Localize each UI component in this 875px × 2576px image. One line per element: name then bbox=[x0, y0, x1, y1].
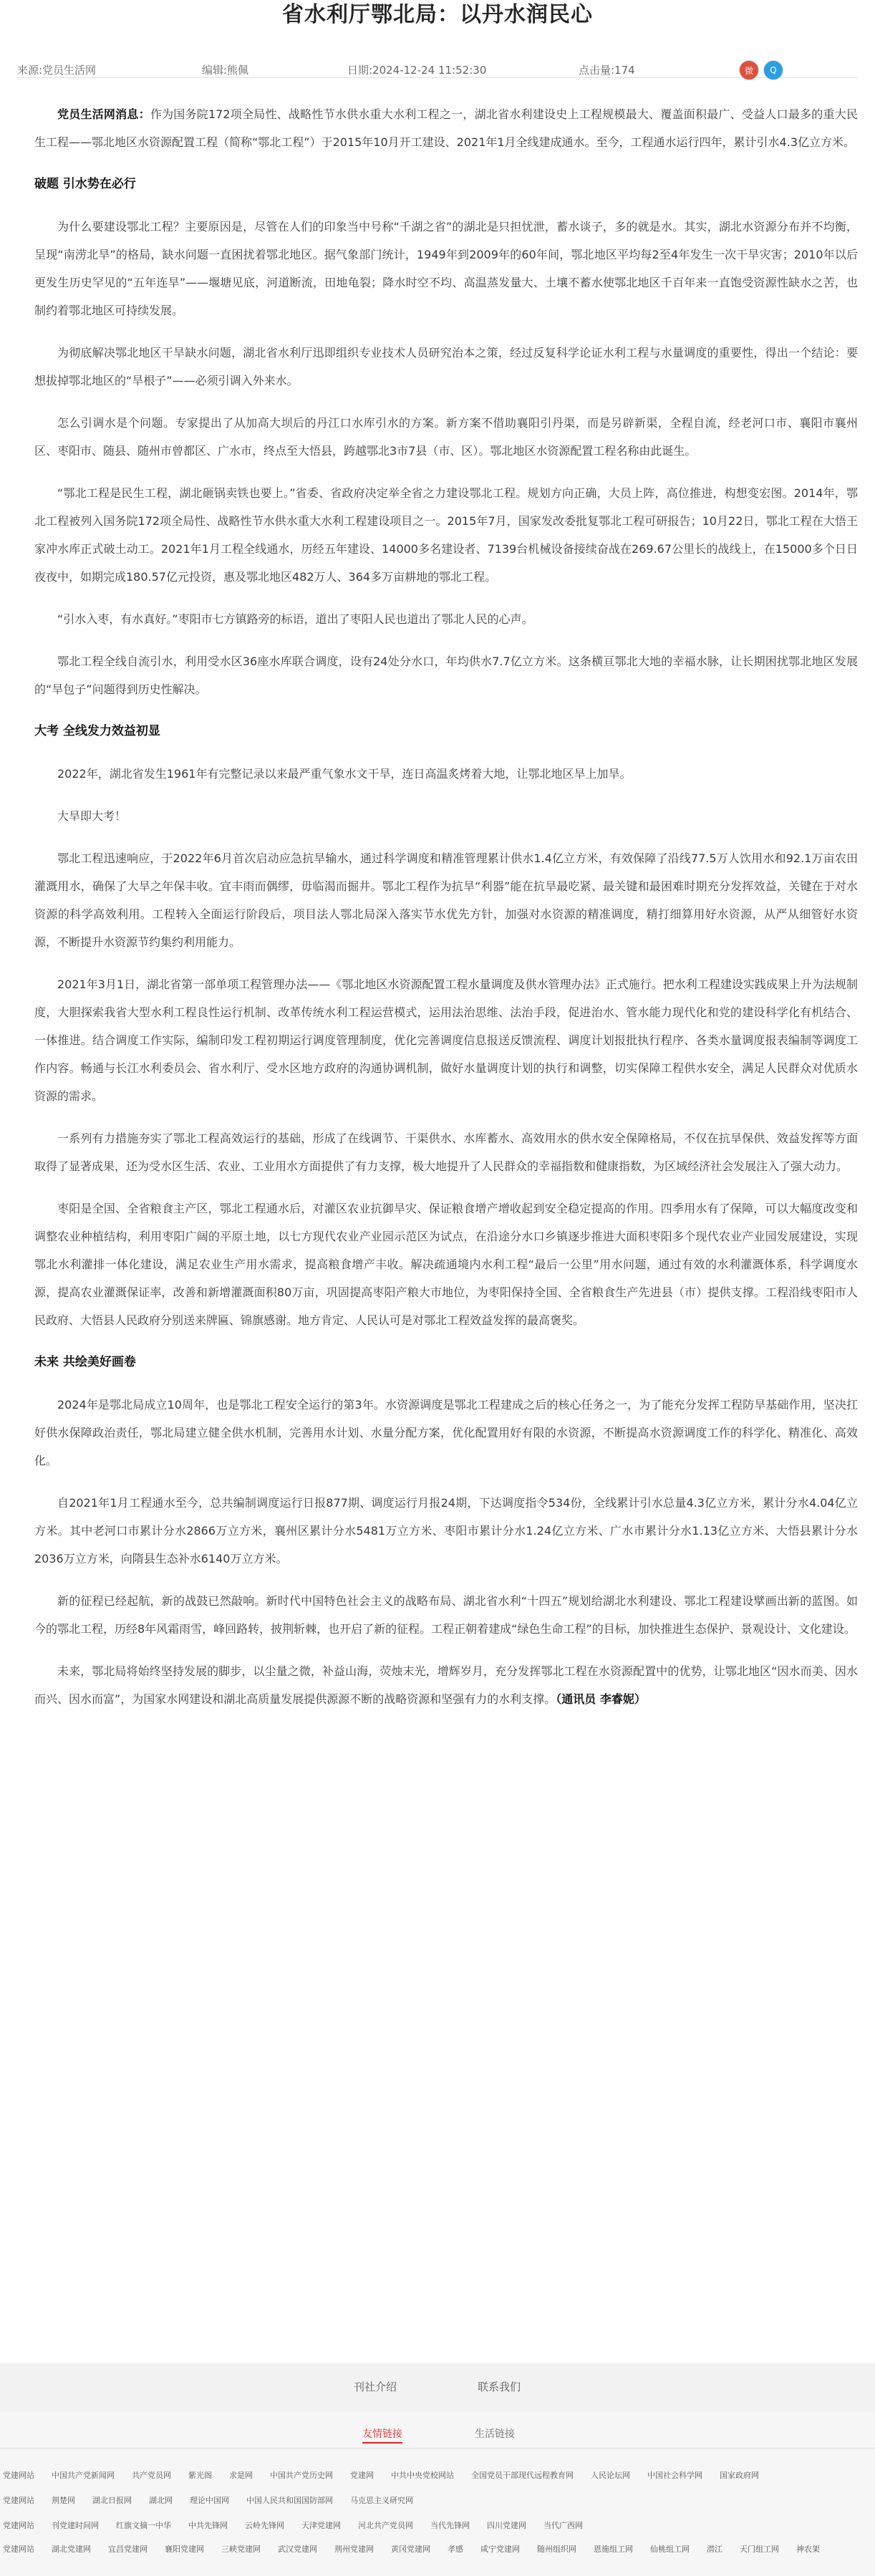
body-paragraph: 2024年是鄂北局成立10周年，也是鄂北工程安全运行的第3年。水资源调度是鄂北工程建成之后的核心任务之一，为了能充分发挥工程防旱基础作用，坚决扛好供水保障政治责任，鄂北局建立健全供水机制，完善用水计划、水量分配方案，优化配置用好有限的水资源，不断提高水资源调度工作的科学化、精准化、高效化。 bbox=[34, 1398, 858, 1467]
lead-text: 作为国务院172项全局性、战略性节水供水重大水利工程之一，湖北省水利建设史上工程规模最大、覆盖面积最广、受益人口最多的重大民生工程——鄂北地区水资源配置工程（简称“鄂北工程”）于2015年10月开工建设、2021年1月全线建成通水。至今，工程通水运行四年，累计引水4.3亿立方米。 bbox=[34, 107, 858, 149]
friend-link[interactable]: 潜江 bbox=[707, 2544, 722, 2554]
click-count: 点击量:174 bbox=[579, 64, 635, 77]
lead-label: 党员生活网消息： bbox=[57, 107, 150, 121]
contact-link[interactable]: 联系我们 bbox=[478, 2380, 521, 2393]
friend-link[interactable]: 当代先锋网 bbox=[430, 2521, 470, 2530]
friend-link[interactable]: 理论中国网 bbox=[190, 2496, 229, 2505]
friend-link[interactable]: 河北共产党员网 bbox=[358, 2521, 413, 2530]
body-paragraph: 怎么引调水是个问题。专家提出了从加高大坝后的丹江口水库引水的方案。新方案不借助襄阳引丹渠，而是另辟新渠，全程自流，经老河口市、襄阳市襄州区、枣阳市、随县、随州市曾都区、广水市，终点至大悟县，跨越鄂北3市7县（市、区）。鄂北地区水资源配置工程名称由此诞生。 bbox=[34, 416, 858, 458]
body-paragraph: 为彻底解决鄂北地区干旱缺水问题，湖北省水利厅迅即组织专业技术人员研究治本之策，经过反复科学论证水利工程与水量调度的重要性，得出一个结论：要想拔掉鄂北地区的“旱根子”——必须引调入外来水。 bbox=[34, 346, 858, 387]
link-row-label: 党建网站 bbox=[3, 2496, 34, 2505]
friend-link[interactable]: 湖北网 bbox=[149, 2496, 173, 2505]
body-paragraph: 一系列有力措施夯实了鄂北工程高效运行的基础，形成了在线调节、干渠供水、水库蓄水、高效用水的供水安全保障格局，不仅在抗旱保供、效益发挥等方面取得了显著成果，还为受水区生活、农业、工业用水方面提供了有力支撑，极大地提升了人民群众的幸福指数和健康指数，为区域经济社会发展注入了强大动力。 bbox=[34, 1132, 858, 1173]
body-paragraph: 鄂北工程全线自流引水，利用受水区36座水库联合调度，设有24处分水口，年均供水7.7亿立方米。这条横亘鄂北大地的幸福水脉，让长期困扰鄂北地区发展的“旱包子”问题得到历史性解决。 bbox=[34, 655, 858, 696]
friend-link[interactable]: 中国社会科学网 bbox=[647, 2471, 702, 2480]
friend-link[interactable]: 中国共产党历史网 bbox=[270, 2471, 333, 2480]
weibo-icon[interactable]: 微 bbox=[739, 60, 759, 80]
friend-link[interactable]: 马克思主义研究网 bbox=[350, 2496, 413, 2505]
friend-link[interactable]: 党建网 bbox=[350, 2471, 374, 2480]
link-row bbox=[0, 2519, 583, 2531]
friend-link[interactable]: 国家政府网 bbox=[720, 2471, 759, 2480]
friend-link[interactable]: 人民论坛网 bbox=[591, 2471, 630, 2480]
friend-link[interactable]: 云岭先锋网 bbox=[245, 2521, 284, 2530]
body-paragraph: 鄂北工程迅速响应，于2022年6月首次启动应急抗旱输水，通过科学调度和精准管理累计供水1.4亿立方米，有效保障了沿线77.5万人饮用水和92.1万亩农田灌溉用水，确保了大旱之年保丰收。宜丰雨而偶缪，毋临渴而掘井。鄂北工程作为抗旱“利器”能在抗旱最吃紧、最关键和最困难时期充分发挥效益，关键在于对水资源的科学高效利用。工程转入全面运行阶段后，项目法人鄂北局深入落实节水优先方针，加强对水资源的精准调度，精打细算用好水资源，从严从细管好水资源，不断提升水资源节约集约利用能力。 bbox=[34, 852, 858, 949]
link-tabs bbox=[0, 2422, 875, 2444]
section-heading: 大考 全线发力效益初显 bbox=[34, 724, 160, 738]
link-row-label: 党建网站 bbox=[3, 2471, 34, 2480]
friend-link[interactable]: 刊党建时间网 bbox=[52, 2521, 99, 2530]
closing-text: 未来，鄂北局将始终坚持发展的脚步，以尘量之微，补益山海，荧烛末光，增辉岁月，充分发挥鄂北工程在水资源配置中的优势，让鄂北地区“因水而美、因水而兴、因水而富”，为国家水网建设和湖北高质量发展提供源源不断的战略资源和坚强有力的水利支撑。 bbox=[34, 1664, 858, 1706]
friend-link[interactable]: 中国人民共和国国防部网 bbox=[246, 2496, 333, 2505]
friend-link[interactable]: 三峡党建网 bbox=[221, 2544, 261, 2554]
body-paragraph: 为什么要建设鄂北工程？主要原因是，尽管在人们的印象当中号称“千湖之省”的湖北是只担忧泄，蓄水谈子，多的就是水。其实，湖北水资源分布并不均衡，呈现“南涝北旱”的格局，缺水问题一直困扰着鄂北地区。据气象部门统计，1949年到2009年的60年间，鄂北地区平均每2至4年发生一次干旱灾害；2010年以后更发生历史罕见的“五年连旱”——堰塘见底，河道断流，田地龟裂；降水时空不均、高温蒸发量大、土壤不蓄水使鄂北地区千百年来一直饱受资源性缺水之苦，也制约着鄂北地区可持续发展。 bbox=[34, 220, 858, 317]
friend-link[interactable]: 襄阳党建网 bbox=[165, 2544, 204, 2554]
body-paragraph: “引水入枣，有水真好。”枣阳市七方镇路旁的标语，道出了枣阳人民也道出了鄂北人民的心声。 bbox=[57, 612, 533, 626]
article-title: 省水利厅鄂北局：以丹水润民心 bbox=[282, 2, 593, 27]
editor-label: 编辑:熊佩 bbox=[202, 64, 249, 77]
link-row bbox=[0, 2543, 820, 2555]
divider bbox=[0, 2448, 875, 2449]
body-paragraph: 枣阳是全国、全省粮食主产区，鄂北工程通水后，对灌区农业抗御旱灾、保证粮食增产增收起到安全稳定提高的作用。四季用水有了保障，可以大幅度改变和调整农业种植结构，利用枣阳广阔的平原土地，以七方现代农业产业园示范区为试点，在沿途分水口乡镇逐步推进大面积枣阳多个现代农业产业园发展建设，实现鄂北水利灌排一体化建设，满足农业生产用水需求，提高粮食增产丰收。解决疏通境内水利工程“最后一公里”用水问题，通过有效的水利灌溉体系，科学调度水源，提高农业灌溉保证率，改善和新增灌溉面积80万亩，巩固提高枣阳产粮大市地位，为枣阳保持全国、全省粮食生产先进县（市）提供支撑。工程沿线枣阳市人民政府、大悟县人民政府分别送来牌匾、锦旗感谢。地方肯定、人民认可是对鄂北工程效益发挥的最高褒奖。 bbox=[34, 1202, 858, 1327]
friend-link[interactable]: 黄冈党建网 bbox=[391, 2544, 430, 2554]
friend-link[interactable]: 当代广西网 bbox=[543, 2521, 583, 2530]
friend-link[interactable]: 荆楚网 bbox=[52, 2496, 75, 2505]
friend-link[interactable]: 仙桃组工网 bbox=[650, 2544, 690, 2554]
body-paragraph: 2022年，湖北省发生1961年有完整记录以来最严重气象水文干旱，连日高温炙烤着大地，让鄂北地区旱上加旱。 bbox=[57, 767, 632, 781]
friend-link[interactable]: 天门组工网 bbox=[740, 2544, 779, 2554]
link-row-label: 党建网站 bbox=[3, 2544, 34, 2554]
friend-link[interactable]: 宜昌党建网 bbox=[108, 2544, 148, 2554]
friend-link[interactable]: 四川党建网 bbox=[487, 2521, 526, 2530]
tab-life-links[interactable]: 生活链接 bbox=[475, 2428, 515, 2440]
body-paragraph: “鄂北工程是民生工程，湖北砸锅卖铁也要上。”省委、省政府决定举全省之力建设鄂北工程。规划方向正确，大员上阵，高位推进，构想变宏图。2014年，鄂北工程被列入国务院172项全局性、战略性节水供水重大水利工程建设项目之一。2015年7月，国家发改委批复鄂北工程可研报告；10月22日，鄂北工程在大悟王家冲水库正式破土动工。2021年1月工程全线通水，历经五年建设、14000多名建设者、7139台机械设备接续奋战在269.67公里长的战线上，在15000多个日日夜夜中，如期完成180.57亿元投资，惠及鄂北地区482万人、364多万亩耕地的鄂北工程。 bbox=[34, 486, 858, 584]
date-label: 日期:2024-12-24 11:52:30 bbox=[347, 64, 487, 77]
friend-link[interactable]: 中共先锋网 bbox=[188, 2521, 228, 2530]
article-body bbox=[34, 100, 858, 1713]
friend-link[interactable]: 荆州党建网 bbox=[334, 2544, 374, 2554]
article-sections bbox=[34, 156, 858, 1657]
section-heading: 未来 共绘美好画卷 bbox=[34, 1355, 136, 1369]
tab-friend-links[interactable]: 友情链接 bbox=[362, 2426, 402, 2444]
friend-link[interactable]: 全国党员干部现代远程教育网 bbox=[471, 2471, 574, 2480]
body-paragraph: 大旱即大考！ bbox=[57, 809, 127, 823]
body-paragraph: 2021年3月1日，湖北省第一部单项工程管理办法——《鄂北地区水资源配置工程水量调度及供水管理办法》正式施行。把水利工程建设实践成果上升为法规制度，大胆探索我省大型水利工程良性运行机制、改革传统水利工程运营模式，运用法治思维、法治手段，促进治水、管水能力现代化和党的建设科学化有机结合、一体推进。结合调度工作实际，编制印发工程初期运行调度管理制度，优化完善调度信息报送反馈流程、调度计划报批执行程序、各类水量调度报表编制等调度工作内容。畅通与长江水利委员会、省水利厅、受水区地方政府的沟通协调机制，做好水量调度计划的执行和调整，切实保障工程供水安全，满足人民群众对优质水资源的需求。 bbox=[34, 978, 858, 1103]
link-row-label: 党建网站 bbox=[3, 2521, 34, 2530]
friend-link[interactable]: 湖北党建网 bbox=[52, 2544, 91, 2554]
friend-link[interactable]: 武汉党建网 bbox=[278, 2544, 317, 2554]
friend-link[interactable]: 中国共产党新闻网 bbox=[52, 2471, 115, 2480]
friend-link[interactable]: 恩施组工网 bbox=[594, 2544, 633, 2554]
friend-link[interactable]: 共产党员网 bbox=[132, 2471, 171, 2480]
correspondent: （通讯员 李睿妮） bbox=[556, 1692, 646, 1706]
friend-link[interactable]: 孝感 bbox=[448, 2544, 463, 2554]
friend-link[interactable]: 湖北日报网 bbox=[92, 2496, 132, 2505]
qq-icon[interactable]: Q bbox=[763, 60, 783, 80]
link-row bbox=[0, 2494, 413, 2506]
footer-bar bbox=[0, 2363, 875, 2412]
share-buttons bbox=[739, 60, 783, 80]
about-link[interactable]: 刊社介绍 bbox=[354, 2380, 397, 2393]
friend-link[interactable]: 随州组织网 bbox=[537, 2544, 576, 2554]
friend-link[interactable]: 咸宁党建网 bbox=[480, 2544, 520, 2554]
friend-link[interactable]: 中共中央党校网站 bbox=[391, 2471, 454, 2480]
friend-link[interactable]: 神农架 bbox=[796, 2544, 820, 2554]
friend-link[interactable]: 天津党建网 bbox=[301, 2521, 341, 2530]
article-meta bbox=[17, 32, 858, 78]
body-paragraph: 新的征程已经起航，新的战鼓已然敲响。新时代中国特色社会主义的战略布局、湖北省水利“十四五”规划给湖北水利建设、鄂北工程建设擘画出新的蓝图。如今的鄂北工程，历经8年风霜雨雪，峰回路转，披荆斩棘，也开启了新的征程。工程正朝着建成“绿色生命工程”的目标，加快推进生态保护、景观设计、文化建设。 bbox=[34, 1594, 858, 1636]
source-label: 来源:党员生活网 bbox=[17, 64, 97, 77]
link-row bbox=[0, 2469, 759, 2481]
friend-links bbox=[0, 2412, 875, 2576]
lead-paragraph bbox=[34, 100, 858, 156]
friend-link[interactable]: 求是网 bbox=[229, 2471, 253, 2480]
section-heading: 破题 引水势在必行 bbox=[34, 177, 136, 191]
friend-link[interactable]: 红旗文摘一中华 bbox=[116, 2521, 171, 2530]
friend-link[interactable]: 紫光阁 bbox=[188, 2471, 212, 2480]
closing-paragraph bbox=[34, 1657, 858, 1713]
body-paragraph: 自2021年1月工程通水至今，总共编制调度运行日报877期、调度运行月报24期，下达调度指令534份，全线累计引水总量4.3亿立方米，累计分水4.04亿立方米。其中老河口市累计分水2866万立方米，襄州区累计分水5481万立方米、枣阳市累计分水1.24亿立方米、广水市累计分水1.13亿立方米、大悟县累计分水2036万立方米，向隋县生态补水6140万立方米。 bbox=[34, 1496, 858, 1566]
